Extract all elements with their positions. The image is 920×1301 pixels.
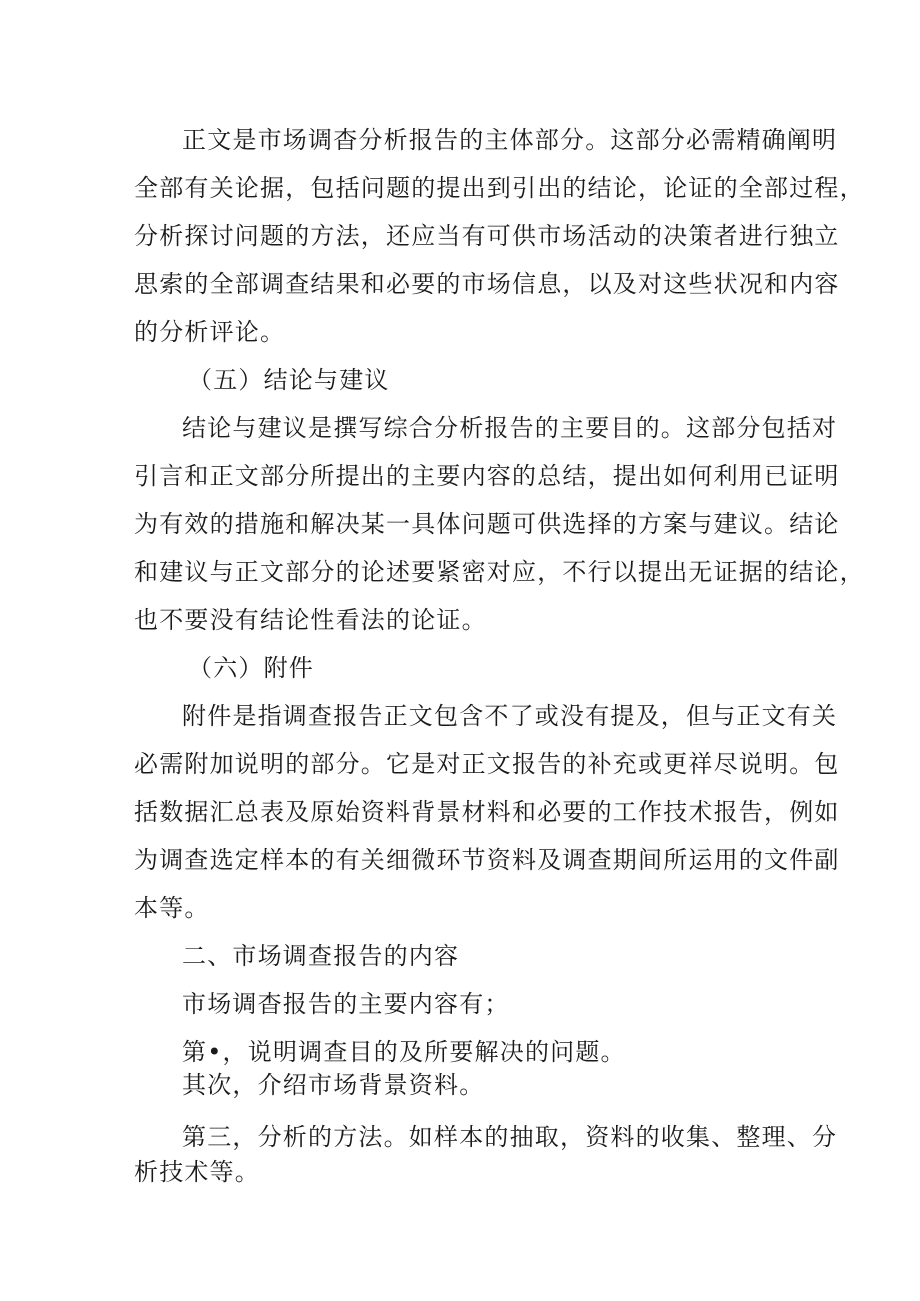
section-heading-conclusion: （五）结论与建议 — [188, 366, 390, 394]
paragraph-3-line-5: 本等。 — [134, 894, 210, 922]
paragraph-3-line-2: 必需附加说明的部分。它是对正文报告的补充或更祥尽说明。包 — [134, 750, 840, 778]
section-heading-appendix: （六）附件 — [188, 654, 314, 682]
paragraph-2-line-1: 结论与建议是撰写综合分析报告的主要目的。这部分包括对 — [182, 414, 838, 442]
paragraph-2-line-4: 和建议与正文部分的论述要紧密对应，不行以提出无证据的结论， — [134, 558, 865, 586]
paragraph-1-line-3: 分析探讨问题的方法，还应当有可供市场活动的决策者进行独立 — [134, 222, 840, 250]
contents-item-1: 第•，说明调查目的及所要解决的问题。 — [182, 1038, 626, 1066]
contents-intro: 市场调杳报告的主要内容有； — [182, 990, 510, 1018]
contents-item-2: 其次，介绍市场背景资料。 — [182, 1071, 485, 1099]
contents-item-3-line-1: 第三，分析的方法。如样本的抽取，资料的收集、整理、分 — [182, 1123, 838, 1151]
contents-item-3-line-2: 析技术等。 — [134, 1158, 260, 1186]
paragraph-1-line-4: 思索的全部调查结果和必要的市场信息，以及对这些状况和内容 — [134, 270, 840, 298]
paragraph-2-line-5: 也不要没有结论性看法的论证。 — [134, 606, 487, 634]
paragraph-1-line-5: 的分析评论。 — [134, 318, 286, 346]
paragraph-1-line-1: 正文是市场调杳分析报告的主体部分。这部分必需精确阐明 — [182, 126, 838, 154]
paragraph-3-line-1: 附件是指调查报告正文包含不了或没有提及，但与正文有关 — [182, 702, 838, 730]
section-2-heading: 二、市场调查报告的内容 — [182, 942, 460, 970]
paragraph-2-line-3: 为有效的措施和解决某一具体问题可供选择的方案与建议。结论 — [134, 510, 840, 538]
paragraph-3-line-3: 括数据汇总表及原始资料背景材料和必要的工作技术报告，例如 — [134, 798, 840, 826]
paragraph-2-line-2: 引言和正文部分所提出的主要内容的总结，提出如何利用已证明 — [134, 462, 840, 490]
paragraph-1-line-2: 全部有关论据，包括问题的提出到引出的结论，论证的全部过程， — [134, 174, 865, 202]
paragraph-3-line-4: 为调查选定样本的有关细微环节资料及调查期间所运用的文件副 — [134, 846, 840, 874]
